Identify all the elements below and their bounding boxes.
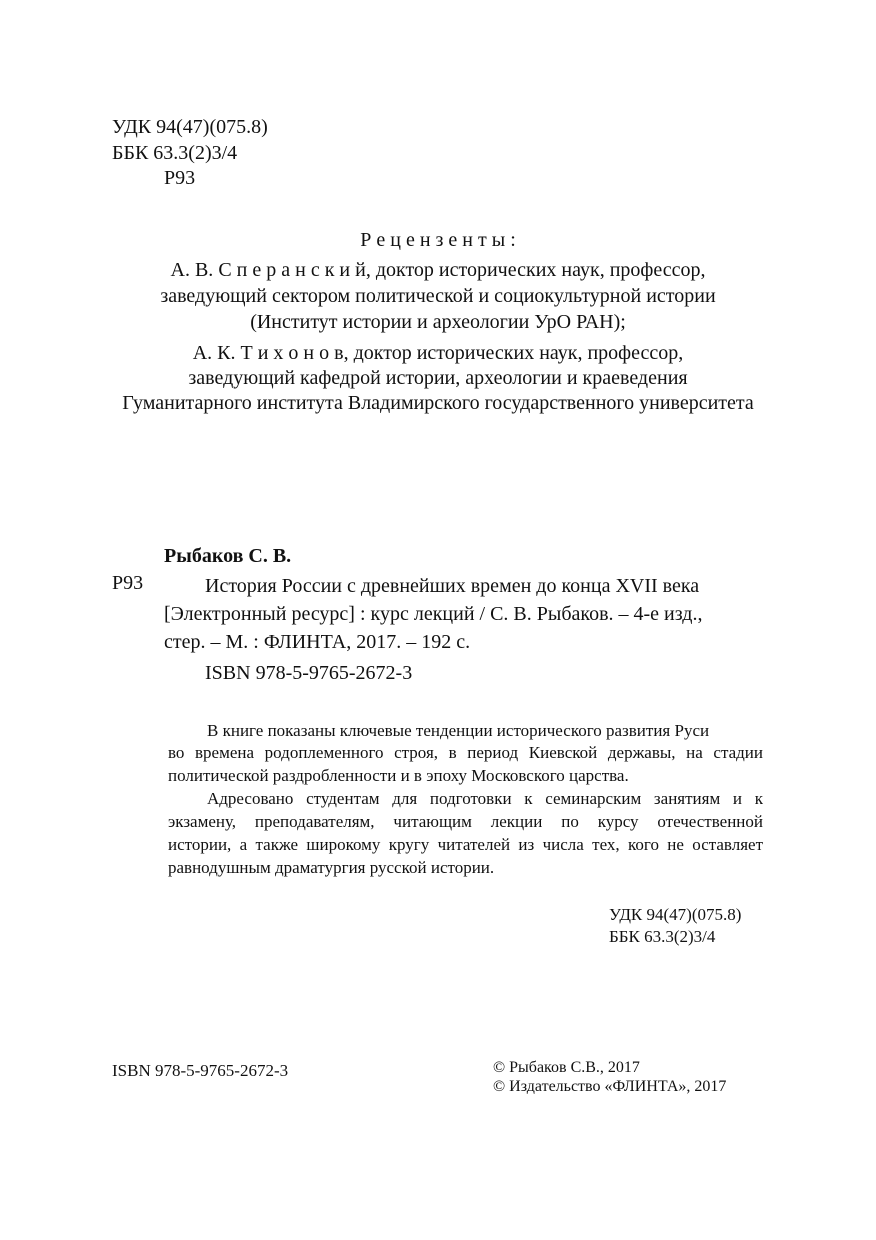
book-title-line-1: История России с древнейших времен до конца XVII века — [205, 575, 700, 597]
reviewers-heading: Р е ц е н з е н т ы : — [360, 229, 516, 251]
copyright-author: © Рыбаков С.В., 2017 — [493, 1059, 640, 1076]
footer-isbn: ISBN 978-5-9765-2672-3 — [112, 1061, 289, 1080]
reviewer-2-title: , доктор исторических наук, профессор, — [343, 342, 684, 364]
abstract-p2-line-2: экзамену, преподавателям, читающим лекции по курсу отечественной — [168, 812, 763, 831]
author-heading: Рыбаков С. В. — [164, 545, 292, 567]
reviewer-1-line-2: заведующий сектором политической и социокультурной истории — [160, 285, 716, 307]
abstract-p2-line-3: истории, а также широкому кругу читателей из числа тех, кого не оставляет — [168, 835, 763, 854]
abstract-p2-line-4: равнодушным драматургия русской истории. — [168, 858, 495, 877]
reviewer-2-line-3: Гуманитарного института Владимирского государственного университета — [122, 392, 754, 414]
book-title-line-3: стер. – М. : ФЛИНТА, 2017. – 192 с. — [164, 631, 471, 653]
author-mark-top: Р93 — [164, 167, 196, 189]
reviewer-2-line-2: заведующий кафедрой истории, археологии и краеведения — [188, 367, 688, 389]
abstract-p2-line-1: Адресовано студентам для подготовки к семинарским занятиям и к — [207, 789, 763, 808]
reviewer-1-title: , доктор исторических наук, профессор, — [365, 259, 706, 281]
abstract-p1-line-1: В книге показаны ключевые тенденции исторического развития Руси — [207, 721, 710, 740]
reviewer-2-initials: А. К. — [192, 342, 236, 364]
reviewer-1-initials: А. В. — [170, 259, 214, 281]
abstract-p1-line-2: во времена родоплеменного строя, в период Киевской державы, на стадии — [168, 743, 763, 762]
bbk-code-bottom: ББК 63.3(2)3/4 — [609, 927, 716, 946]
reviewer-1-line-3: (Институт истории и археологии УрО РАН); — [250, 311, 626, 333]
udk-code-bottom: УДК 94(47)(075.8) — [609, 905, 742, 924]
book-title-line-2: [Электронный ресурс] : курс лекций / С. В. Рыбаков. – 4-е изд., — [164, 603, 703, 625]
reviewer-1-line-1 — [0, 259, 876, 282]
isbn-record: ISBN 978-5-9765-2672-3 — [205, 662, 413, 684]
reviewer-1-surname: С п е р а н с к и й — [218, 259, 366, 281]
reviewer-2-line-1 — [0, 342, 876, 365]
abstract-p1-line-3: политической раздробленности и в эпоху Московского царства. — [168, 766, 629, 785]
bbk-code-top: ББК 63.3(2)3/4 — [112, 142, 238, 164]
copyright-publisher: © Издательство «ФЛИНТА», 2017 — [493, 1078, 727, 1095]
udk-code-top: УДК 94(47)(075.8) — [112, 116, 268, 138]
author-mark: Р93 — [112, 572, 144, 594]
reviewer-2-surname: Т и х о н о в — [240, 342, 344, 364]
